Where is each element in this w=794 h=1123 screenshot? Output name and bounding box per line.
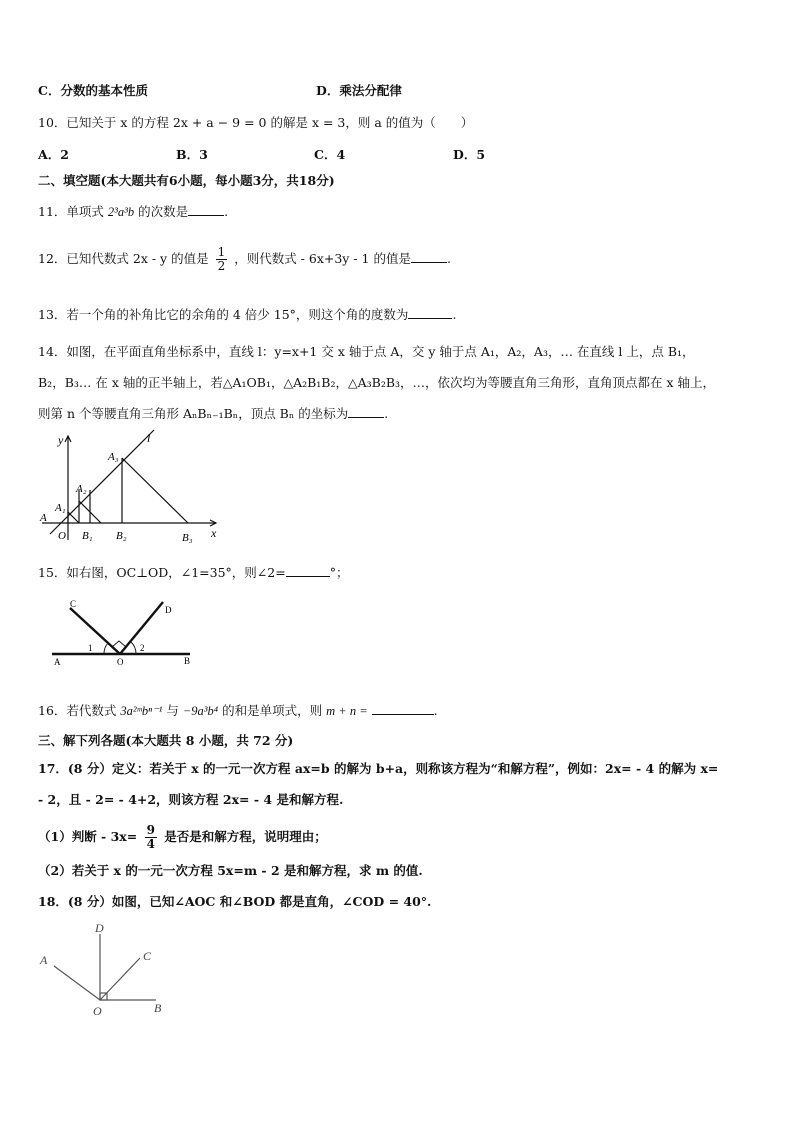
q16-expr-1: 3a²ᵐbⁿ⁻¹ — [120, 704, 163, 718]
question-17-line-1: 17．(8 分）定义：若关于 x 的一元一次方程 ax=b 的解为 b+a，则称该方程为“和解方程”，例如：2x= - 4 的解为 x= — [38, 761, 719, 776]
fig14-label-A3: A₃ — [108, 451, 119, 463]
q16-expr-2: −9a³b⁴ — [182, 704, 219, 718]
q11-pre: 11．单项式 — [38, 204, 104, 219]
q10-option-c: C．4 — [314, 147, 346, 162]
question-14-line-1: 14．如图，在平面直角坐标系中，直线 l：y=x+1 交 x 轴于点 A，交 y 轴于点 A₁，A₂，A₃，… 在直线 l 上，点 B₁， — [38, 344, 695, 359]
q11-expr: 2³a³b — [107, 205, 135, 219]
q12-pre: 12．已知代数式 2x - y 的值是 — [38, 251, 209, 266]
question-14-line-2: B₂，B₃… 在 x 轴的正半轴上，若△A₁OB₁，△A₂B₁B₂，△A₃B₂B₃，…，依次均为等腰直角三角形，直角顶点都在 x 轴上， — [38, 375, 716, 390]
question-11: 11．单项式 2³a³b 的次数是 . — [38, 204, 229, 219]
section-3-heading: 三、解下列各题(本大题共 8 小题，共 72 分) — [38, 733, 294, 748]
q17-fraction: $\frac{9}{4}$ — [146, 823, 155, 851]
option-c-prev: C．分数的基本性质 — [38, 83, 148, 98]
fig14-label-x: x — [211, 526, 217, 540]
fig18-label-B: B — [154, 1001, 162, 1015]
figure-15-angle-diagram — [48, 596, 198, 672]
figure-18-angle-diagram — [36, 918, 176, 1018]
q10-option-a: A．2 — [38, 147, 69, 162]
fig15-label-2: 2 — [140, 643, 145, 653]
fig14-label-A: A — [40, 512, 47, 524]
question-10: 10．已知关于 x 的方程 2x + a − 9 = 0 的解是 x = 3，则 a 的值为（ ） — [38, 115, 474, 130]
fig15-label-D: D — [165, 605, 172, 615]
q16-expr-3: m + n = — [326, 704, 368, 718]
question-17-line-2: - 2，且 - 2= - 4+2，则该方程 2x= - 4 是和解方程. — [38, 792, 344, 807]
fig15-label-1: 1 — [88, 643, 93, 653]
q11-post: 的次数是 — [138, 204, 189, 219]
q12-post: ，则代数式 - 6x+3y - 1 的值是 — [234, 251, 411, 266]
fig18-label-D: D — [95, 921, 104, 935]
option-d-prev: D．乘法分配律 — [316, 83, 402, 98]
fig15-label-B: B — [184, 656, 191, 666]
fig18-label-A: A — [40, 953, 48, 967]
fig14-label-A1: A₁ — [55, 502, 66, 514]
fig14-label-O: O — [58, 530, 66, 542]
fig14-label-l: l — [147, 431, 151, 445]
question-12: 12．已知代数式 2x - y 的值是 $\frac{1}{2}$ ，则代数式 - 6x+3y - 1 的值是 . — [38, 245, 451, 273]
question-15: 15．如右图，OC⊥OD，∠1=35°，则∠2= °； — [38, 565, 349, 580]
fig14-label-y: y — [58, 433, 64, 447]
fig14-label-A2: A₂ — [76, 483, 87, 495]
question-18: 18．(8 分）如图，已知∠AOC 和∠BOD 都是直角，∠COD = 40°. — [38, 894, 432, 909]
question-17-part-1: （1）判断 - 3x= $\frac{9}{4}$ 是否是和解方程，说明理由； — [38, 823, 327, 851]
section-2-heading: 二、填空题(本大题共有6小题，每小题3分，共18分) — [38, 173, 335, 188]
fig15-label-A: A — [54, 657, 61, 667]
fig14-label-B3: B₃ — [182, 532, 193, 544]
q10-option-b: B．3 — [176, 147, 208, 162]
fig14-label-B2: B₂ — [116, 530, 127, 542]
question-13: 13．若一个角的补角比它的余角的 4 倍少 15°，则这个角的度数为 . — [38, 307, 457, 322]
fig14-label-B1: B₁ — [82, 530, 93, 542]
figure-14-coordinate-graph — [36, 426, 226, 546]
question-14-line-3: 则第 n 个等腰直角三角形 AₙBₙ₋₁Bₙ，顶点 Bₙ 的坐标为 . — [38, 406, 389, 421]
fig18-label-C: C — [143, 949, 152, 963]
q10-option-d: D．5 — [453, 147, 486, 162]
q12-fraction: $\frac{1}{2}$ — [217, 245, 226, 273]
question-17-part-2: （2）若关于 x 的一元一次方程 5x=m - 2 是和解方程，求 m 的值. — [38, 863, 423, 878]
fig15-label-O: O — [117, 657, 124, 667]
fig18-label-O: O — [93, 1004, 102, 1018]
fig15-label-C: C — [70, 599, 77, 609]
question-16: 16．若代数式 3a²ᵐbⁿ⁻¹ 与 −9a³b⁴ 的和是单项式，则 m + n = . — [38, 703, 438, 718]
